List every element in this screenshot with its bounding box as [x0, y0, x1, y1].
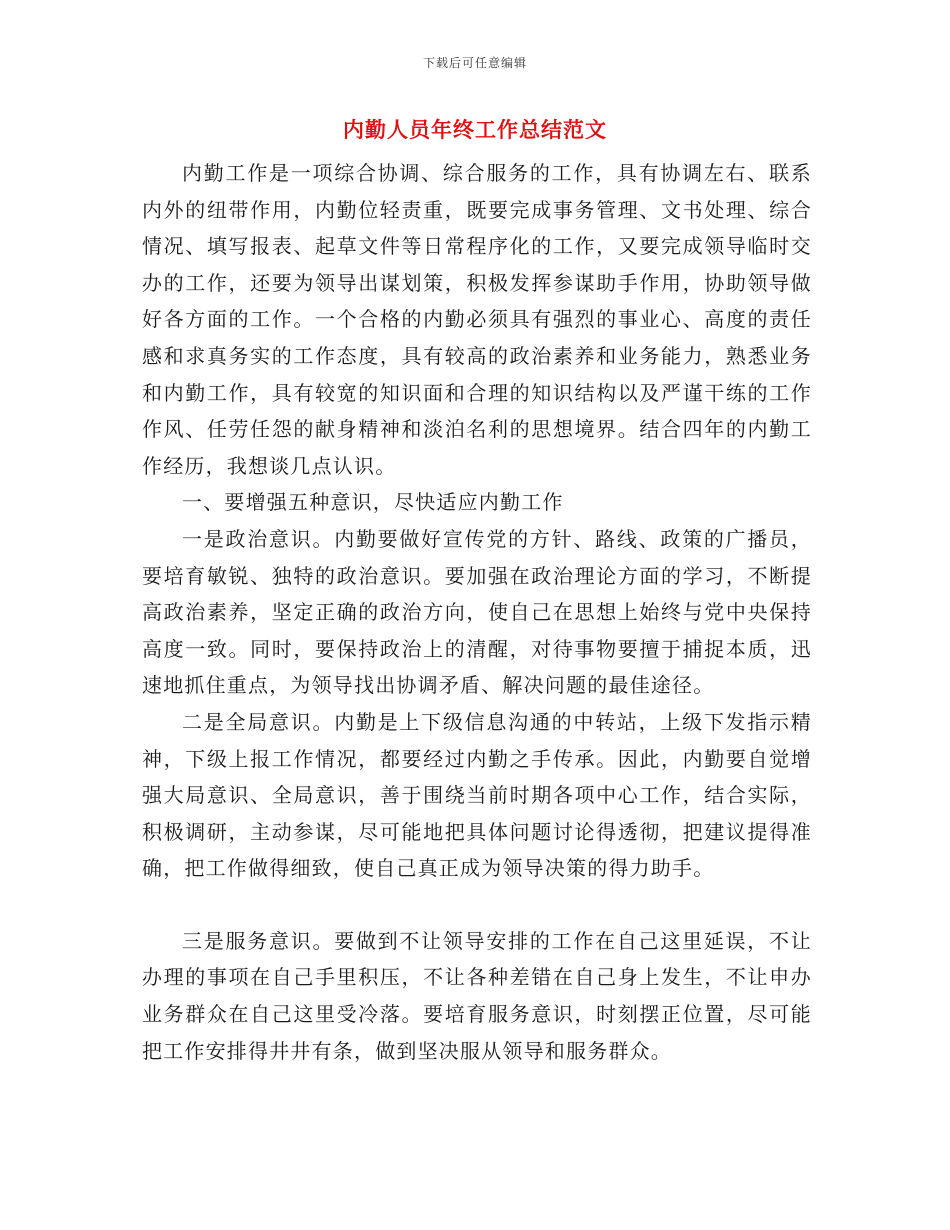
paragraph-intro: 内勤工作是一项综合协调、综合服务的工作，具有协调左右、联系内外的纽带作用，内勤位轻责重，既要完成事务管理、文书处理、综合情况、填写报表、起草文件等日常程序化的工作，又要完成领导临时交办的工作，还要为领导出谋划策，积极发挥参谋助手作用，协助领导做好各方面的工作。一个合格的内勤必须具有强烈的事业心、高度的责任感和求真务实的工作态度，具有较高的政治素养和业务能力，熟悉业务和内勤工作，具有较宽的知识面和合理的知识结构以及严谨干练的工作作风、任劳任怨的献身精神和淡泊名利的思想境界。结合四年的内勤工作经历，我想谈几点认识。: [142, 161, 812, 478]
header-note: 下载后可任意编辑: [422, 56, 527, 70]
paragraph-overall-awareness: 二是全局意识。内勤是上下级信息沟通的中转站，上级下发指示精神，下级上报工作情况，都要经过内勤之手传承。因此，内勤要自觉增强大局意识、全局意识，善于围绕当前时期各项中心工作，结合实际，积极调研，主动参谋，尽可能地把具体问题讨论得透彻，把建议提得准确，把工作做得细致，使自己真正成为领导决策的得力助手。: [142, 709, 812, 881]
document-body: [142, 155, 812, 1069]
paragraph-political-awareness: 一是政治意识。内勤要做好宣传党的方针、路线、政策的广播员，要培育敏锐、独特的政治意识。要加强在政治理论方面的学习，不断提高政治素养，坚定正确的政治方向，使自己在思想上始终与党中央保持高度一致。同时，要保持政治上的清醒，对待事物要擅于捕捉本质，迅速地抓住重点，为领导找出协调矛盾、解决问题的最佳途径。: [142, 526, 812, 698]
section-heading-1: 一、要增强五种意识，尽快适应内勤工作: [182, 490, 564, 515]
paragraph-service-awareness: 三是服务意识。要做到不让领导安排的工作在自己这里延误，不让办理的事项在自己手里积压，不让各种差错在自己身上发生，不让申办业务群众在自己这里受冷落。要培育服务意识，时刻摆正位置，尽可能把工作安排得井井有条，做到坚决服从领导和服务群众。: [142, 928, 812, 1063]
document-title: 内勤人员年终工作总结范文: [343, 117, 607, 142]
